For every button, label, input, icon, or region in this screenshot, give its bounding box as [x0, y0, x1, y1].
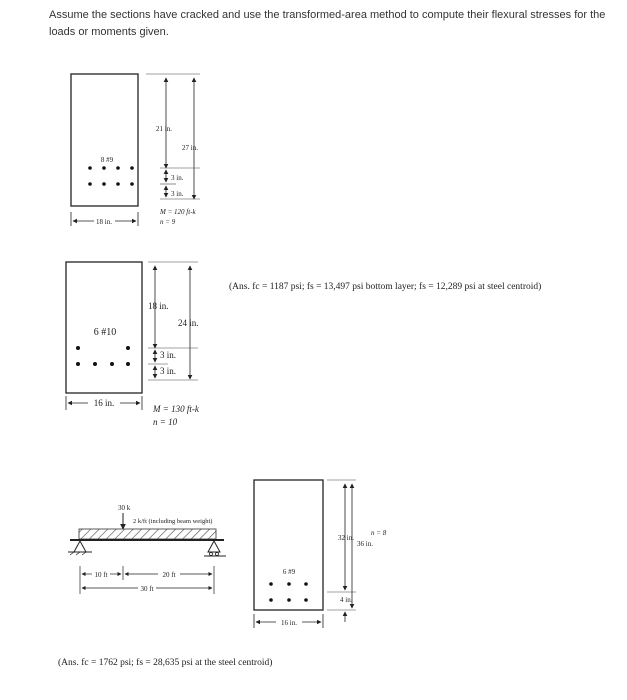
point-load-label: 30 k: [118, 504, 131, 512]
distributed-load: [79, 529, 216, 539]
rebar: [287, 582, 291, 586]
section-outline: [254, 480, 323, 610]
width-label: 16 in.: [93, 398, 115, 408]
figure-2-section: [66, 262, 200, 427]
rebar: [126, 346, 130, 350]
n-label: n = 9: [160, 218, 176, 226]
rebar: [130, 182, 134, 186]
dim-24in-label: 24 in.: [178, 318, 199, 328]
dim-27in-label: 27 in.: [182, 144, 198, 152]
spacing-a-label: 3 in.: [160, 350, 177, 360]
width-label: 18 in.: [96, 218, 112, 226]
rebar: [116, 182, 120, 186]
bars-label: 8 #9: [100, 156, 114, 164]
dim-36in-label: 36 in.: [357, 540, 373, 548]
rebar: [304, 598, 308, 602]
dim-18in-label: 18 in.: [148, 301, 169, 311]
spacing-a-label: 3 in.: [171, 174, 184, 182]
rebar: [88, 182, 92, 186]
dim-20ft-label: 20 ft: [162, 571, 176, 579]
rebar: [76, 346, 80, 350]
roller-support: [208, 541, 220, 552]
rebar: [287, 598, 291, 602]
rebar: [93, 362, 97, 366]
dist-load-label: 2 k/ft (including beam weight): [133, 518, 213, 525]
n-label: n = 8: [371, 529, 387, 537]
rebar: [130, 166, 134, 170]
rebar: [88, 166, 92, 170]
bars-label: 6 #9: [282, 568, 296, 576]
dim-10ft-label: 10 ft: [94, 571, 108, 579]
figure-1-section: [71, 74, 200, 226]
spacing-b-label: 3 in.: [171, 190, 184, 198]
rebar: [102, 182, 106, 186]
n-label: n = 10: [153, 417, 178, 427]
rebar: [102, 166, 106, 170]
dim-21in-label: 21 in.: [156, 125, 172, 133]
section-outline: [71, 74, 138, 206]
figure-3-beam: [68, 504, 226, 594]
rebar: [76, 362, 80, 366]
rebar: [269, 598, 273, 602]
rebar: [116, 166, 120, 170]
width-label: 16 in.: [281, 619, 297, 627]
rebar: [269, 582, 273, 586]
dim-32in-label: 32 in.: [338, 534, 354, 542]
dim-30ft-label: 30 ft: [140, 585, 154, 593]
bars-label: 6 #10: [93, 327, 117, 338]
rebar: [126, 362, 130, 366]
rebar: [304, 582, 308, 586]
spacing-b-label: 3 in.: [160, 366, 177, 376]
cover-label: 4 in.: [340, 596, 353, 604]
problem-statement: Assume the sections have cracked and use the transformed-area method to compute their flexural stresses for the loads or moments given.: [49, 9, 606, 38]
rebar: [110, 362, 114, 366]
rebar-group: [269, 582, 308, 602]
rebar-group: [76, 346, 130, 366]
answer-2: (Ans. fc = 1187 psi; fs = 13,497 psi bottom layer; fs = 12,289 psi at steel centroid): [229, 282, 542, 292]
pin-support: [74, 541, 86, 552]
moment-label: M = 130 ft-k: [153, 404, 199, 414]
answer-3: (Ans. fc = 1762 psi; fs = 28,635 psi at the steel centroid): [58, 658, 273, 668]
figure-3-section: [254, 480, 387, 628]
rebar-group: [88, 166, 134, 186]
moment-label: M = 120 ft-k: [160, 208, 196, 216]
